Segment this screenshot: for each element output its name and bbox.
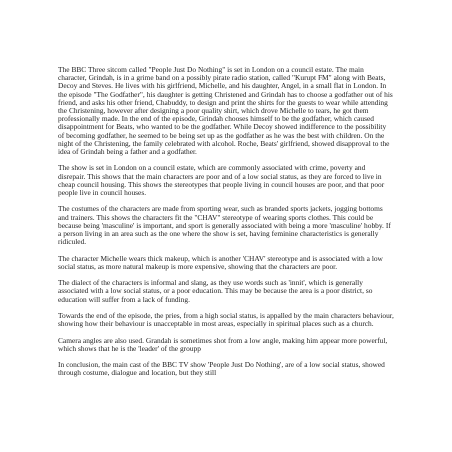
document-body [58,66,394,386]
paragraph-makeup: The character Michelle wears thick makeup, which is another 'CHAV' stereotype and is associated with a low social status, as more natural makeup is more expensive, showing that the characters are poor. [58,253,383,271]
paragraph-plot-summary: The BBC Three sitcom called "People Just Do Nothing" is set in London on a council estate. The main character, Grindah, is in a grime band on a possibly pirate radio station, called "Kurupt FM" along with Beats, Decoy and Steves. He lives with his girlfriend, Michelle, and his daughter, Angel, in a small flat in London. In the episode "The Godfather", his daughter is getting Christened and Grindah has to choose a godfather out of his friend, and asks his other friend, Chabuddy, to design and print the shirts for the guests to wear while attending the Christening, however after designing a poor quality shirt, which drove Michelle to tears, he got them professionally made. In the end of the episode, Grindah chooses himself to be the godfather, which caused disappointment for Beats, who wanted to be the godfather. While Decoy showed indifference to the possibility of becoming godfather, he seemed to be being set up as the godfather as he was the best with children. On the night of the Christening, the family celebrated with alcohol. Roche, Beats' girlfriend, showed disapproval to the idea of Grindah being a father and a godfather. [58,65,393,157]
paragraph-dialect: The dialect of the characters is informal and slang, as they use words such as 'innit', which is generally associated with a low social status, or a poor education. This may be because the area is a poor district, so education will suffer from a lack of funding. [58,278,373,304]
paragraph-camera-angles: Camera angles are also used. Grandah is sometimes shot from a low angle, making him appear more powerful, which shows that he is the 'leader' of the groupp [58,335,388,353]
paragraph-conclusion: In conclusion, the main cast of the BBC TV show 'People Just Do Nothing', are of a low social status, showed through costume, dialogue and location, but they still [58,360,385,378]
paragraph-costumes: The costumes of the characters are made from sporting wear, such as branded sports jackets, jogging bottoms and trainers. This shows the characters fit the "CHAV" stereotype of wearing sports clothes. This could be because being 'masculine' is important, and sport is generally associated with being a more 'masculine' hobby. If a person living in an area such as the one where the show is set, having feminine characteristics is generally ridiculed. [58,204,391,247]
paragraph-setting: The show is set in London on a council estate, which are commonly associated with crime, poverty and disrepair. This shows that the main characters are poor and of a low social status, as they are forced to live in cheap council housing. This shows the stereotypes that people living in council houses are poor, and that poor people live in council houses. [58,163,385,198]
paragraph-priest: Towards the end of the episode, the pries, from a high social status, is appalled by the main characters behaviour, showing how their behaviour is unacceptable in most areas, especially in spiritual places such as a church. [58,311,394,329]
